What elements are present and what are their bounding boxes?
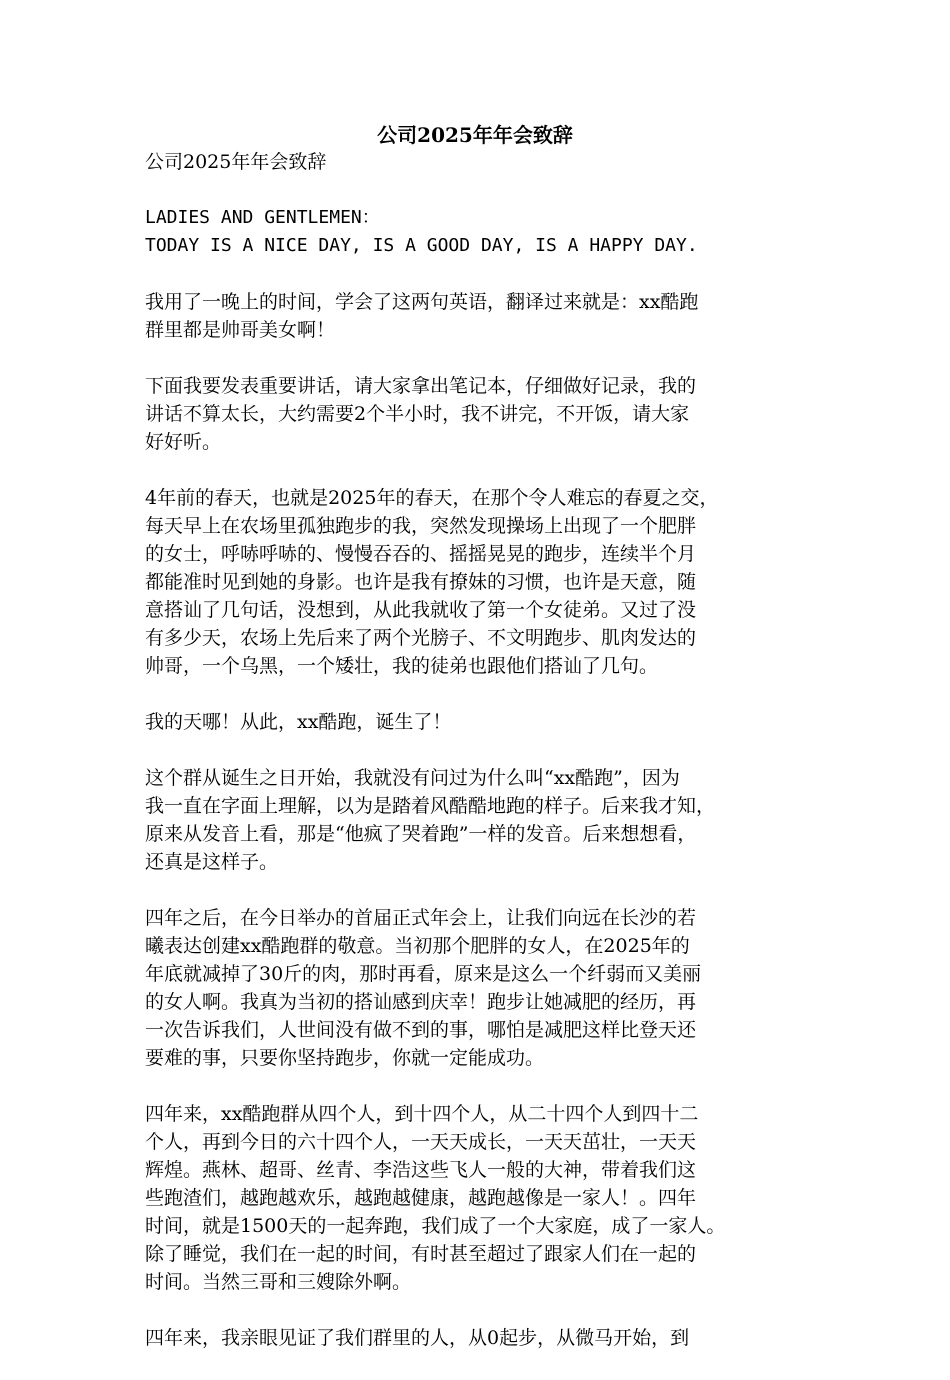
text-line: 时间。当然三哥和三嫂除外啊。 [145,1271,412,1293]
text-line: 的女士，呼哧呼哧的、慢慢吞吞的、摇摇晃晃的跑步，连续半个月 [145,543,697,565]
subtitle-paragraph [145,148,835,176]
text-line: 4年前的春天，也就是2025年的春天，在那个令人难忘的春夏之交， [145,487,719,509]
document-title: 公司2025年年会致辞 [377,123,573,147]
text-line: 好好听。 [145,431,222,453]
paragraph-5 [145,764,835,876]
text-line: 年底就减掉了30斤的肉，那时再看，原来是这么一个纤弱而又美丽 [145,963,702,985]
paragraph-8 [145,1324,835,1352]
paragraph-4 [145,708,835,736]
text-line: 帅哥，一个乌黑，一个矮壮，我的徒弟也跟他们搭讪了几句。 [145,655,659,677]
document-body [145,148,835,1380]
text-line: 我用了一晚上的时间，学会了这两句英语，翻译过来就是：xx酷跑 [145,291,699,313]
text-line: 除了睡觉，我们在一起的时间，有时甚至超过了跟家人们在一起的 [145,1243,697,1265]
text-line: 我一直在字面上理解，以为是踏着风酷酷地跑的样子。后来我才知， [145,795,716,817]
greeting-paragraph [145,204,835,260]
text-line: 有多少天，农场上先后来了两个光膀子、不文明跑步、肌肉发达的 [145,627,697,649]
text-line: 曦表达创建xx酷跑群的敬意。当初那个肥胖的女人，在2025年的 [145,935,690,957]
text-line: 四年之后，在今日举办的首届正式年会上，让我们向远在长沙的若 [145,907,697,929]
greeting-line: TODAY IS A NICE DAY, IS A GOOD DAY, IS A HAPPY DAY. [145,235,698,256]
paragraph-7 [145,1100,835,1296]
paragraph-3 [145,484,835,680]
text-line: 一次告诉我们，人世间没有做不到的事，哪怕是减肥这样比登天还 [145,1019,697,1041]
text-line: 些跑渣们，越跑越欢乐，越跑越健康，越跑越像是一家人！。四年 [145,1187,697,1209]
text-line: 群里都是帅哥美女啊！ [145,319,336,341]
text-line: 的女人啊。我真为当初的搭讪感到庆幸！跑步让她减肥的经历，再 [145,991,697,1013]
text-line: 意搭讪了几句话，没想到，从此我就收了第一个女徒弟。又过了没 [145,599,697,621]
text-line: 四年来，xx酷跑群从四个人，到十四个人，从二十四个人到四十二 [145,1103,699,1125]
greeting-line: LADIES AND GENTLEMEN： [145,207,380,228]
text-line: 时间，就是1500天的一起奔跑，我们成了一个大家庭，成了一家人。 [145,1215,726,1237]
paragraph-2 [145,372,835,456]
text-line: 讲话不算太长，大约需要2个半小时，我不讲完，不开饭，请大家 [145,403,690,425]
text-line: 我的天哪！从此，xx酷跑，诞生了！ [145,711,452,733]
paragraph-6 [145,904,835,1072]
text-line: 都能准时见到她的身影。也许是我有撩妹的习惯，也许是天意，随 [145,571,697,593]
document-subtitle: 公司2025年年会致辞 [145,151,327,173]
text-line: 四年来，我亲眼见证了我们群里的人，从0起步，从微马开始，到 [145,1327,690,1349]
text-line: 这个群从诞生之日开始，我就没有问过为什么叫“xx酷跑”，因为 [145,767,680,789]
text-line: 下面我要发表重要讲话，请大家拿出笔记本，仔细做好记录，我的 [145,375,697,397]
paragraph-1 [145,288,835,344]
text-line: 每天早上在农场里孤独跑步的我，突然发现操场上出现了一个肥胖 [145,515,697,537]
text-line: 还真是这样子。 [145,851,279,873]
text-line: 原来从发音上看，那是“他疯了哭着跑”一样的发音。后来想想看， [145,823,697,845]
text-line: 个人，再到今日的六十四个人，一天天成长，一天天茁壮，一天天 [145,1131,697,1153]
text-line: 辉煌。燕林、超哥、丝青、李浩这些飞人一般的大神，带着我们这 [145,1159,697,1181]
text-line: 要难的事，只要你坚持跑步，你就一定能成功。 [145,1047,545,1069]
